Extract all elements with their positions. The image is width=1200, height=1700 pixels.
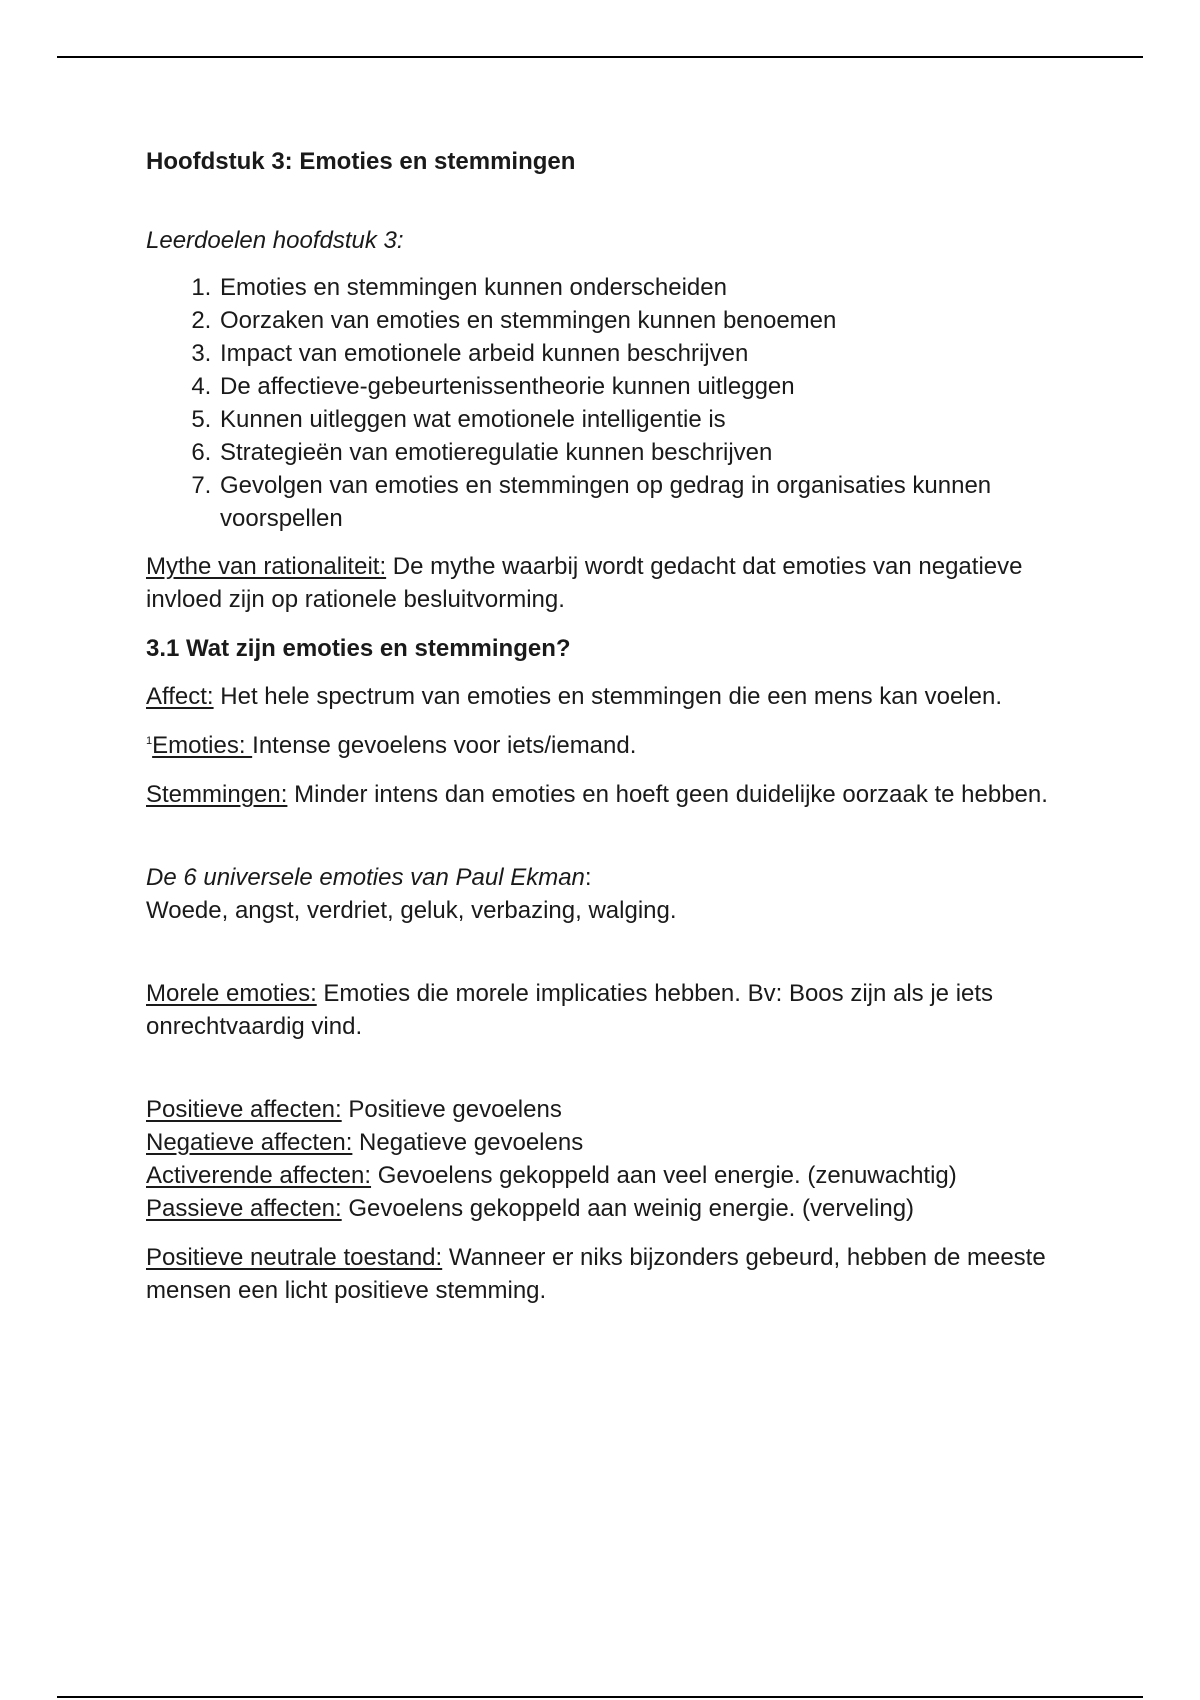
definition-negative-affects [146, 1126, 1066, 1159]
definition-term: Activerende affecten: [146, 1162, 372, 1189]
section-heading: 3.1 Wat zijn emoties en stemmingen? [146, 635, 571, 662]
definition-text: Minder intens dan emoties en hoeft geen duidelijke oorzaak te hebben. [287, 781, 1048, 808]
definition-term: Negatieve affecten: [146, 1129, 353, 1156]
definition-moods [146, 778, 1066, 811]
list-item: 7. Gevolgen van emoties en stemmingen op gedrag in organisaties kunnen voorspellen [218, 469, 1066, 535]
definition-affect [146, 680, 1066, 713]
definition-text: De mythe waarbij wordt gedacht dat emoties van negatieve invloed zijn op rationele besluitvorming. [146, 553, 1023, 613]
definition-text: Intense gevoelens voor iets/iemand. [252, 732, 637, 759]
definition-text: Gevoelens gekoppeld aan weinig energie. (verveling) [341, 1195, 915, 1222]
ekman-label [146, 861, 1066, 894]
definition-passive-affects [146, 1192, 1066, 1225]
definition-text: Emoties die morele implicaties hebben. Bv: Boos zijn als je iets onrechtvaardig vind. [146, 980, 994, 1040]
definition-myth [146, 550, 1066, 616]
document-body [146, 145, 1066, 1307]
definition-term: Passieve affecten: [146, 1195, 342, 1222]
ekman-title: De 6 universele emoties van Paul Ekman [146, 864, 585, 891]
definition-text: Gevoelens gekoppeld aan veel energie. (zenuwachtig) [371, 1162, 957, 1189]
definition-text: Positieve gevoelens [341, 1096, 562, 1123]
definition-term: Positieve affecten: [146, 1096, 342, 1123]
definition-positive-affects [146, 1093, 1066, 1126]
list-item: 5. Kunnen uitleggen wat emotionele intelligentie is [218, 403, 1066, 436]
definition-term: Positieve neutrale toestand: [146, 1244, 443, 1271]
definition-text: Het hele spectrum van emoties en stemmingen die een mens kan voelen. [213, 683, 1003, 710]
definition-term: Mythe van rationaliteit: [146, 553, 387, 580]
definition-emotions [146, 729, 1066, 762]
bottom-page-rule [57, 1696, 1143, 1698]
definition-activating-affects [146, 1159, 1066, 1192]
list-item: 1. Emoties en stemmingen kunnen onderscheiden [218, 271, 1066, 304]
learning-goals-label: Leerdoelen hoofdstuk 3: [146, 227, 404, 254]
ekman-list: Woede, angst, verdriet, geluk, verbazing, walging. [146, 897, 677, 924]
page-title: Hoofdstuk 3: Emoties en stemmingen [146, 148, 576, 175]
definition-text: Wanneer er niks bijzonders gebeurd, hebben de meeste mensen een licht positieve stemming. [146, 1244, 1046, 1304]
footnote-marker: 1 [146, 735, 153, 747]
ekman-colon: : [584, 864, 592, 891]
definition-term: Affect: [146, 683, 214, 710]
list-item: 3. Impact van emotionele arbeid kunnen beschrijven [218, 337, 1066, 370]
list-item: 2. Oorzaken van emoties en stemmingen kunnen benoemen [218, 304, 1066, 337]
definition-text: Negatieve gevoelens [352, 1129, 584, 1156]
list-item: 6. Strategieën van emotieregulatie kunnen beschrijven [218, 436, 1066, 469]
definition-moral-emotions [146, 977, 1066, 1043]
top-page-rule [57, 56, 1143, 58]
definition-term: Stemmingen: [146, 781, 288, 808]
list-item: 4. De affectieve-gebeurtenissentheorie kunnen uitleggen [218, 370, 1066, 403]
definition-term: Emoties: [152, 732, 253, 759]
definition-positive-neutral-state [146, 1241, 1066, 1307]
learning-goals-list [146, 271, 1066, 535]
definition-term: Morele emoties: [146, 980, 317, 1007]
